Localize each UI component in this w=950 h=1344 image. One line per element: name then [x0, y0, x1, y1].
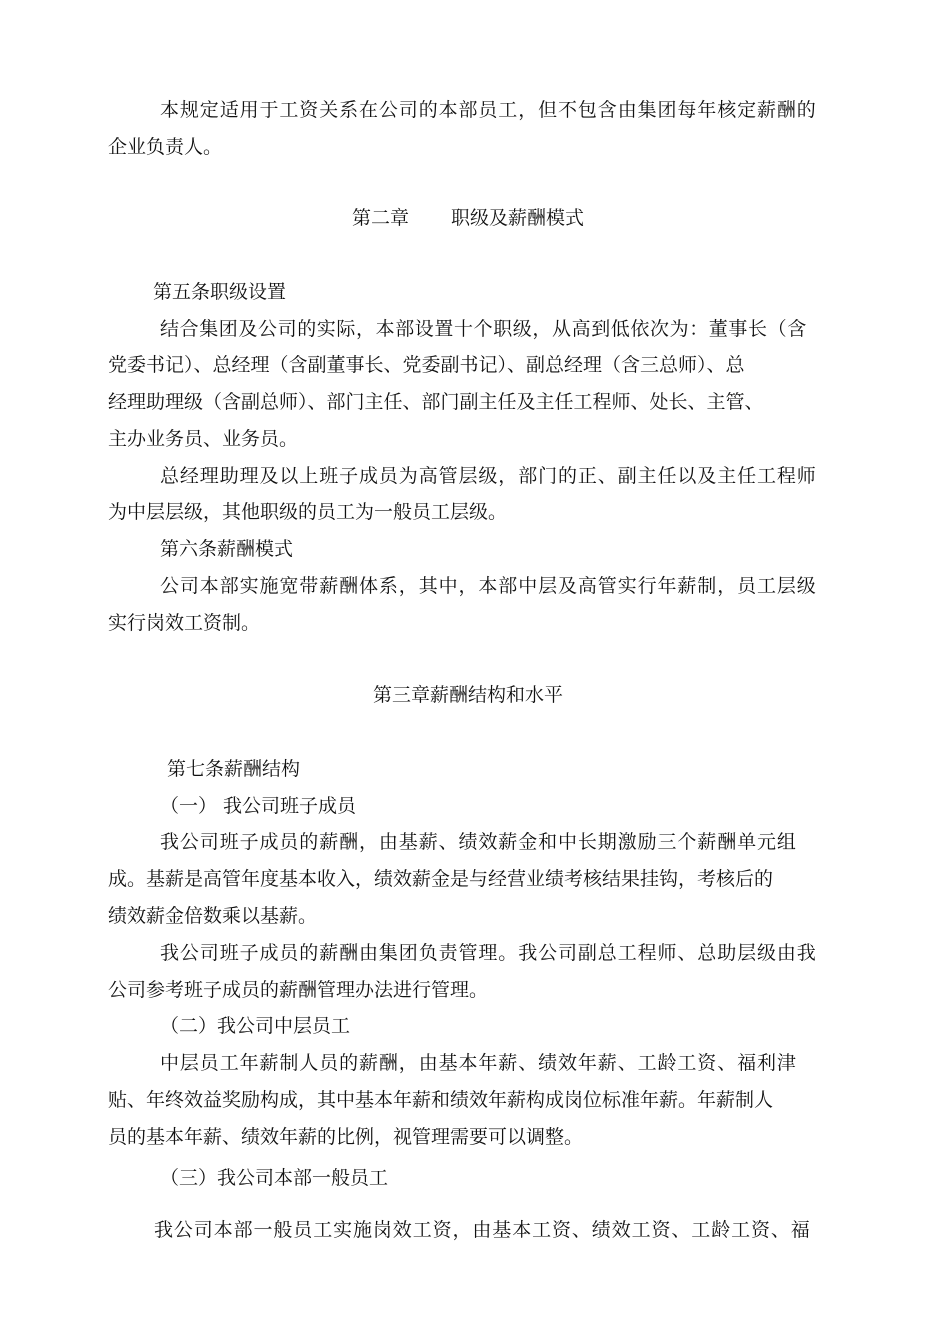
chapter-2-heading	[352, 205, 584, 231]
article-6-heading: 第六条薪酬模式	[160, 538, 294, 560]
section-1-p1-line-3: 绩效薪金倍数乘以基薪。	[108, 905, 318, 927]
chapter-2-number: 第二章	[352, 207, 410, 229]
section-1-p1-line-2: 成。基薪是高管年度基本收入，绩效薪金是与经营业绩考核结果挂钩，考核后的	[108, 868, 774, 890]
article-5-p1-line-1: 结合集团及公司的实际，本部设置十个职级，从高到低依次为：董事长（含	[160, 318, 807, 340]
article-6-p1-line-2: 实行岗效工资制。	[108, 612, 261, 634]
article-5-p2-line-1: 总经理助理及以上班子成员为高管层级，部门的正、副主任以及主任工程师	[160, 465, 817, 487]
article-6-p1-line-1: 公司本部实施宽带薪酬体系，其中，本部中层及高管实行年薪制，员工层级	[160, 575, 817, 597]
article-5-p1-line-2: 党委书记）、总经理（含副董事长、党委副书记）、副总经理（含三总师）、总	[108, 354, 745, 376]
section-3-heading: （三）我公司本部一般员工	[160, 1167, 389, 1189]
section-2-p1-line-2: 贴、年终效益奖励构成，其中基本年薪和绩效年薪构成岗位标准年薪。年薪制人	[108, 1089, 774, 1111]
chapter-3-heading: 第三章薪酬结构和水平	[373, 684, 564, 706]
article-5-p2-line-2: 为中层层级，其他职级的员工为一般员工层级。	[108, 501, 508, 523]
section-1-p2-line-1: 我公司班子成员的薪酬由集团负责管理。我公司副总工程师、总助层级由我	[160, 942, 817, 964]
section-2-heading: （二）我公司中层员工	[160, 1015, 351, 1037]
section-2-p1-line-3: 员的基本年薪、绩效年薪的比例，视管理需要可以调整。	[108, 1126, 584, 1148]
section-1-p2-line-2: 公司参考班子成员的薪酬管理办法进行管理。	[108, 979, 489, 1001]
section-1-heading: （一） 我公司班子成员	[160, 795, 357, 817]
section-1-p1-line-1: 我公司班子成员的薪酬，由基薪、绩效薪金和中长期激励三个薪酬单元组	[160, 831, 797, 853]
intro-line-1: 本规定适用于工资关系在公司的本部员工，但不包含由集团每年核定薪酬的	[160, 99, 817, 121]
section-2-p1-line-1: 中层员工年薪制人员的薪酬，由基本年薪、绩效年薪、工龄工资、福利津	[160, 1052, 797, 1074]
article-5-p1-line-3: 经理助理级（含副总师）、部门主任、部门副主任及主任工程师、处长、主管、	[108, 391, 764, 413]
intro-line-2: 企业负责人。	[108, 136, 223, 158]
chapter-2-title: 职级及薪酬模式	[451, 207, 585, 229]
article-5-p1-line-4: 主办业务员、业务员。	[108, 428, 299, 450]
article-5-heading: 第五条职级设置	[153, 281, 287, 303]
section-3-p1-line-1: 我公司本部一般员工实施岗效工资，由基本工资、绩效工资、工龄工资、福	[154, 1219, 811, 1241]
article-7-heading: 第七条薪酬结构	[167, 758, 301, 780]
